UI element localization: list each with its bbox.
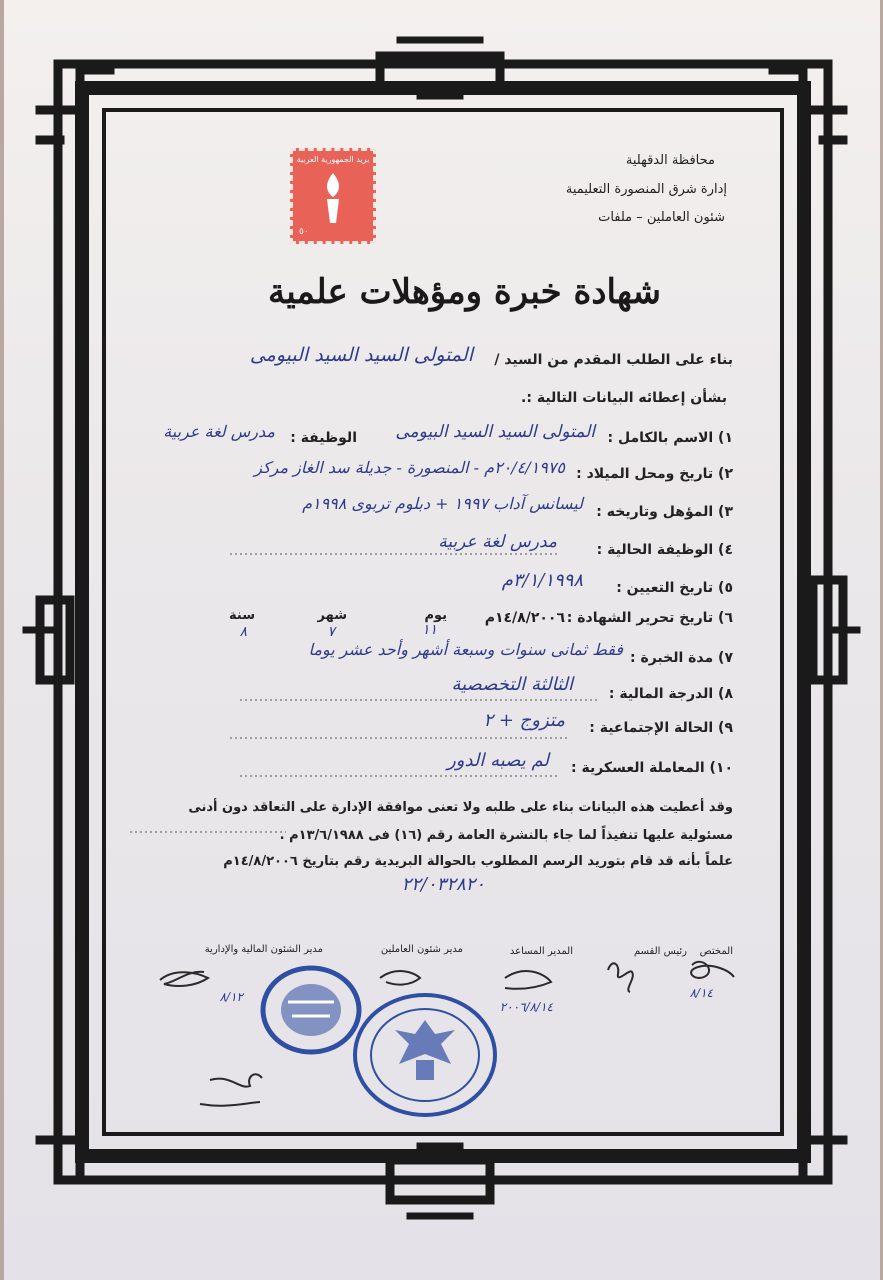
official-eagle-seal — [350, 990, 500, 1120]
field-value-birth: ٢٠/٤/١٩٧٥م - المنصورة - جديلة سد الغاز مركز — [254, 458, 565, 477]
field-label-current-job: ٤) الوظيفة الحالية : — [596, 542, 733, 558]
stamp-label: بريد الجمهورية العربية — [296, 155, 370, 164]
sign-date-hr: ٢٠٠٦/٨/١٤ — [499, 1000, 553, 1014]
signatory-assistant-director: المدير المساعد — [509, 946, 573, 957]
field-value-grade: الثالثة التخصصية — [451, 674, 573, 695]
field-label-job: الوظيفة : — [290, 430, 357, 446]
duration-val-day: ١١ — [421, 622, 437, 638]
sign-date-finance: ٨/١٢ — [219, 990, 243, 1004]
field-value-marital: متزوج + ٢ — [483, 710, 565, 731]
field-label-experience: ٧) مدة الخبرة : — [629, 650, 733, 666]
field-value-job: مدرس لغة عربية — [163, 422, 275, 441]
field-value-issue-date: ١٤/٨/٢٠٠٦م — [484, 610, 565, 626]
footer-paragraph-3: علماً بأنه قد قام بتوريد الرسم المطلوب بالحوالة البريدية رقم بتاريخ ١٤/٨/٢٠٠٦م — [223, 854, 733, 869]
department-line: شئون العاملين – ملفات — [598, 210, 725, 225]
stamp-value: ٥٠ — [299, 227, 309, 237]
field-label-grade: ٨) الدرجة المالية : — [608, 686, 733, 702]
footer-paragraph-1: وقد أعطيت هذه البيانات بناء على طلبه ولا تعنى موافقة الإدارة على التعاقد دون أدنى — [188, 800, 733, 815]
field-label-qualification: ٣) المؤهل وتاريخه : — [596, 504, 733, 520]
duration-head-month: شهر — [317, 608, 347, 623]
round-seal-small — [258, 962, 364, 1058]
signatory-section-head: رئيس القسم — [633, 946, 687, 957]
footer-paragraph-2: مسئولية عليها تنفيذاً لما جاء بالنشرة العامة رقم (١٦) فى ١٣/٦/١٩٨٨م . — [279, 828, 733, 843]
postal-order-number: ٢٢/٠٣٢٨٢٠ — [401, 874, 485, 895]
field-label-appointment: ٥) تاريخ التعيين : — [616, 580, 733, 596]
administration-line: إدارة شرق المنصورة التعليمية — [565, 182, 727, 197]
sign-date-specialist: ٨/١٤ — [689, 986, 713, 1000]
field-value-qualification: ليسانس آداب ١٩٩٧ + دبلوم تربوى ١٩٩٨م — [302, 494, 583, 513]
intro-applicant-name: المتولى السيد السيد البيومى — [249, 344, 473, 366]
duration-head-year: سنة — [229, 608, 255, 623]
governorate-line: محافظة الدقهلية — [625, 153, 715, 168]
duration-val-month: ٧ — [327, 624, 335, 640]
field-value-military: لم يصبه الدور — [447, 750, 549, 771]
field-label-birth: ٢) تاريخ ومحل الميلاد : — [576, 466, 733, 482]
signatory-specialist: المختص — [699, 946, 733, 957]
field-label-issue-date: ٦) تاريخ تحرير الشهادة : — [566, 610, 733, 626]
duration-head-day: يوم — [424, 608, 447, 623]
field-label-name: ١) الاسم بالكامل : — [607, 430, 733, 446]
certificate-title: شهادة خبرة ومؤهلات علمية — [268, 272, 661, 312]
intro-printed: بناء على الطلب المقدم من السيد / — [494, 352, 733, 368]
duration-val-year: ٨ — [239, 624, 247, 640]
field-value-name: المتولى السيد السيد البيومى — [395, 422, 595, 442]
intro-subtitle: بشأن إعطائه البيانات التالية :. — [521, 390, 727, 406]
signatory-finance-director: مدير الشئون المالية والإدارية — [204, 944, 323, 955]
field-value-appointment: ٣/١/١٩٩٨م — [501, 570, 583, 591]
field-value-experience: فقط ثمانى سنوات وسبعة أشهر وأحد عشر يوما — [308, 640, 623, 659]
field-label-marital: ٩) الحالة الإجتماعية : — [589, 720, 733, 736]
signatory-hr-director: مدير شئون العاملين — [380, 944, 463, 955]
field-value-current-job: مدرس لغة عربية — [438, 532, 557, 552]
field-label-military: ١٠) المعاملة العسكرية : — [571, 760, 733, 776]
